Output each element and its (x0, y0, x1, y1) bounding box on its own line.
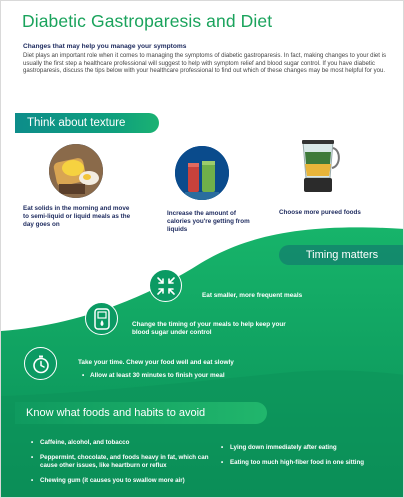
timing-tip-2: Change the timing of your meals to help keep your blood sugar under control (132, 321, 286, 336)
toast-eggs-icon (49, 144, 103, 198)
list-item: • Peppermint, chocolate, and foods heavy in fat, which can cause other issues, like heartburn or reflux (31, 454, 219, 470)
toast-eggs-image (49, 144, 103, 198)
timing-tip-3: Take your time. Chew your food well and eat slowly (78, 359, 234, 366)
arrows-icon-badge (149, 269, 182, 302)
list-item: • Caffeine, alcohol, and tobacco (31, 439, 219, 447)
timing-sub-bullet (82, 372, 312, 380)
texture-caption-1: Eat solids in the morning and move to semi-liquid or liquid meals as the day goes on (23, 205, 131, 228)
section-heading-foods (15, 402, 267, 424)
compress-arrows-icon (156, 276, 176, 296)
smoothie-icon (175, 146, 229, 200)
blender-icon (295, 138, 341, 196)
blender-image (295, 138, 341, 196)
section-heading-texture (15, 113, 159, 133)
smoothie-image (175, 146, 229, 200)
timing-tip-1: Eat smaller, more frequent meals (202, 292, 303, 299)
avoid-list-left (31, 439, 219, 492)
section-heading-timing (279, 245, 404, 265)
avoid-list-right (221, 444, 393, 474)
timer-badge (24, 347, 57, 380)
page-title: Diabetic Gastroparesis and Diet (22, 11, 273, 31)
glucose-meter-icon (93, 308, 111, 330)
list-item: • Lying down immediately after eating (221, 444, 393, 452)
stopwatch-icon (31, 354, 51, 374)
intro-paragraph: Diet plays an important role when it comes to managing the symptoms of diabetic gastroparesis. In fact, making changes to your diet is usually the first step a healthcare professional will suggest to help with symptom relief and blood sugar control. If you have diabetic gastroparesis, discuss the tips below with your healthcare professional to find out which of these changes may be most helpful for you. (23, 52, 387, 75)
sub-bullet-text: Allow at least 30 minutes to finish your meal (90, 372, 225, 379)
timing-heading-text: Timing matters (305, 249, 379, 261)
sub-bullet-dot: • (82, 372, 85, 379)
texture-caption-3: Choose more pureed foods (279, 209, 361, 216)
foods-heading-text: Know what foods and habits to avoid (26, 407, 206, 419)
glucose-meter-badge (85, 302, 118, 335)
list-item: • Eating too much high-fiber food in one sitting (221, 459, 393, 467)
texture-heading-text: Think about texture (27, 117, 126, 129)
page-subtitle: Changes that may help you manage your symptoms (23, 43, 187, 50)
list-item: • Chewing gum (it causes you to swallow more air) (31, 477, 219, 485)
texture-caption-2: Increase the amount of calories you're getting from liquids (167, 210, 250, 233)
